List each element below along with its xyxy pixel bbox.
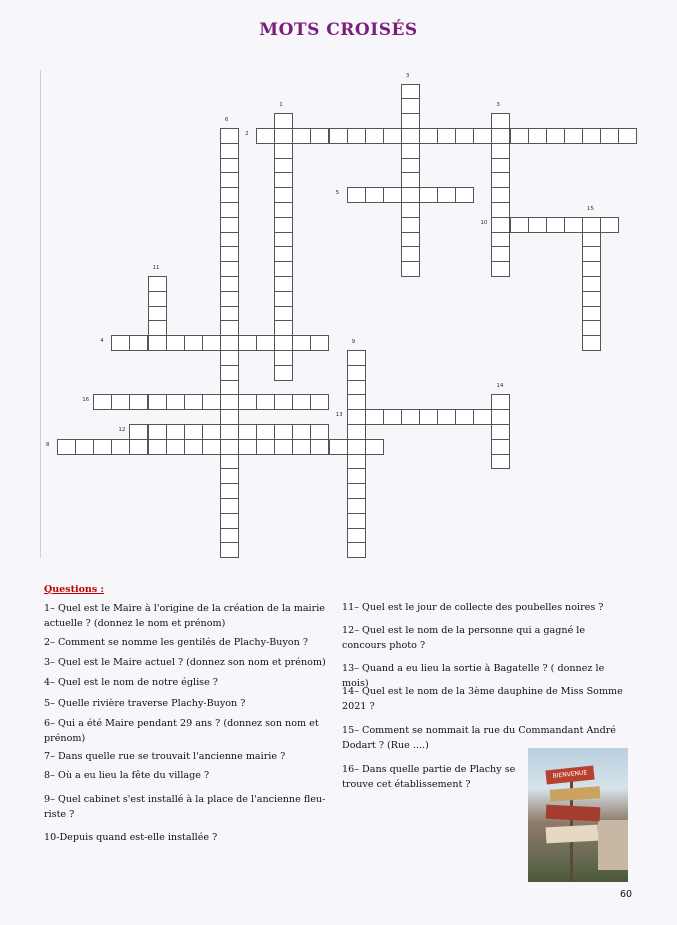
- question-3: 3– Quel est le Maire actuel ? (donnez son nom et prénom): [44, 657, 326, 668]
- crossword-cell[interactable]: [220, 276, 239, 292]
- crossword-cell[interactable]: [274, 143, 293, 159]
- crossword-cell[interactable]: [220, 483, 239, 499]
- crossword-cell[interactable]: [310, 424, 329, 440]
- crossword-cell[interactable]: [220, 424, 239, 440]
- clue-number-15: 15: [586, 205, 594, 212]
- crossword-cell[interactable]: [148, 320, 167, 336]
- crossword-cell[interactable]: [256, 439, 275, 455]
- crossword-cell[interactable]: [365, 409, 384, 425]
- crossword-cell[interactable]: [546, 217, 565, 233]
- crossword-cell[interactable]: [274, 187, 293, 203]
- crossword-cell[interactable]: [93, 439, 112, 455]
- crossword-cell[interactable]: [383, 409, 402, 425]
- crossword-cell[interactable]: [347, 542, 366, 558]
- crossword-cell[interactable]: [618, 128, 637, 144]
- crossword-cell[interactable]: [401, 217, 420, 233]
- crossword-cell[interactable]: [184, 394, 203, 410]
- photo-sign-panel: [546, 805, 601, 822]
- crossword-cell[interactable]: [238, 394, 257, 410]
- clue-number-6: 6: [224, 117, 229, 123]
- question-9: 9– Quel cabinet s'est installé à la place de l'ancienne fleu-riste ?: [44, 794, 326, 820]
- crossword-cell[interactable]: [491, 232, 510, 248]
- crossword-cell[interactable]: [419, 409, 438, 425]
- crossword-cell[interactable]: [129, 335, 148, 351]
- clue-number-3: 3: [496, 102, 500, 109]
- crossword-cell[interactable]: [401, 98, 420, 114]
- crossword-cell[interactable]: [93, 394, 112, 410]
- question-12: 12– Quel est le nom de la personne qui a gagné le concours photo ?: [342, 625, 586, 651]
- crossword-cell[interactable]: [419, 187, 438, 203]
- crossword-cell[interactable]: [292, 128, 311, 144]
- clue-number-10: 10: [480, 219, 488, 226]
- crossword-cell[interactable]: [329, 128, 348, 144]
- crossword-cell[interactable]: [401, 202, 420, 218]
- crossword-cell[interactable]: [220, 409, 239, 425]
- crossword-cell[interactable]: [401, 128, 420, 144]
- crossword-cell[interactable]: [491, 217, 510, 233]
- crossword-cell[interactable]: [274, 291, 293, 307]
- crossword-cell[interactable]: [274, 158, 293, 174]
- crossword-cell[interactable]: [600, 128, 619, 144]
- crossword-cell[interactable]: [220, 380, 239, 396]
- crossword-cell[interactable]: [600, 217, 619, 233]
- clue-number-8: 8: [46, 441, 50, 448]
- question-1: 1– Quel est le Maire à l'origine de la création de la mairie actuelle ? (donnez le nom et prénom): [44, 603, 325, 629]
- crossword-cell[interactable]: [365, 128, 384, 144]
- crossword-cell[interactable]: [274, 424, 293, 440]
- crossword-cell[interactable]: [347, 528, 366, 544]
- crossword-cell[interactable]: [220, 320, 239, 336]
- crossword-cell[interactable]: [582, 335, 601, 351]
- clue-number-4: 4: [100, 338, 104, 345]
- crossword-cell[interactable]: [401, 143, 420, 159]
- question-2: 2– Comment se nomme les gentilés de Plachy-Buyon ?: [44, 637, 309, 648]
- crossword-cell[interactable]: [57, 439, 76, 455]
- crossword-cell[interactable]: [419, 128, 438, 144]
- crossword-cell[interactable]: [220, 454, 239, 470]
- crossword-cell[interactable]: [274, 365, 293, 381]
- crossword-cell[interactable]: [347, 498, 366, 514]
- crossword-cell[interactable]: [274, 261, 293, 277]
- crossword-cell[interactable]: [238, 335, 257, 351]
- clue-number-5: 5: [335, 190, 340, 197]
- crossword-cell[interactable]: [347, 424, 366, 440]
- crossword-cell[interactable]: [220, 306, 239, 322]
- crossword-cell[interactable]: [220, 439, 239, 455]
- crossword-cell[interactable]: [347, 439, 366, 455]
- crossword-cell[interactable]: [129, 439, 148, 455]
- crossword-cell[interactable]: [455, 187, 474, 203]
- crossword-cell[interactable]: [292, 424, 311, 440]
- crossword-cell[interactable]: [274, 306, 293, 322]
- crossword-cell[interactable]: [166, 439, 185, 455]
- crossword-cell[interactable]: [274, 320, 293, 336]
- crossword-cell[interactable]: [274, 246, 293, 262]
- crossword-cell[interactable]: [491, 202, 510, 218]
- crossword-cell[interactable]: [292, 439, 311, 455]
- question-5: 5– Quelle rivière traverse Plachy-Buyon ?: [44, 698, 246, 709]
- page-title: MOTS CROISÉS: [259, 20, 418, 40]
- crossword-cell[interactable]: [274, 394, 293, 410]
- crossword-cell[interactable]: [129, 424, 148, 440]
- crossword-cell[interactable]: [292, 394, 311, 410]
- crossword-cell[interactable]: [347, 394, 366, 410]
- crossword-cell[interactable]: [473, 409, 492, 425]
- crossword-cell[interactable]: [347, 128, 366, 144]
- crossword-cell[interactable]: [401, 187, 420, 203]
- crossword-cell[interactable]: [401, 246, 420, 262]
- clue-number-13: 13: [335, 412, 343, 419]
- crossword-cell[interactable]: [220, 143, 239, 159]
- crossword-cell[interactable]: [310, 335, 329, 351]
- crossword-cell[interactable]: [220, 394, 239, 410]
- crossword-cell[interactable]: [220, 468, 239, 484]
- crossword-cell[interactable]: [148, 306, 167, 322]
- crossword-cell[interactable]: [220, 528, 239, 544]
- crossword-cell[interactable]: [528, 217, 547, 233]
- crossword-cell[interactable]: [274, 350, 293, 366]
- crossword-cell[interactable]: [220, 246, 239, 262]
- crossword-cell[interactable]: [510, 217, 529, 233]
- crossword-cell[interactable]: [510, 128, 529, 144]
- question-11: 11– Quel est le jour de collecte des poubelles noires ?: [342, 602, 604, 613]
- crossword-cell[interactable]: [75, 439, 94, 455]
- crossword-cell[interactable]: [184, 424, 203, 440]
- crossword-cell[interactable]: [347, 454, 366, 470]
- question-8: 8– Où a eu lieu la fête du village ?: [44, 770, 210, 781]
- crossword-cell[interactable]: [582, 128, 601, 144]
- crossword-cell[interactable]: [220, 202, 239, 218]
- crossword-cell[interactable]: [491, 113, 510, 129]
- crossword-cell[interactable]: [491, 128, 510, 144]
- crossword-cell[interactable]: [202, 424, 221, 440]
- crossword-cell[interactable]: [148, 335, 167, 351]
- crossword-cell[interactable]: [401, 113, 420, 129]
- crossword-cell[interactable]: [274, 232, 293, 248]
- crossword-cell[interactable]: [274, 439, 293, 455]
- crossword-cell[interactable]: [401, 84, 420, 100]
- crossword-cell[interactable]: [401, 232, 420, 248]
- question-6: 6– Qui a été Maire pendant 29 ans ? (donnez son nom et prénom): [44, 718, 319, 744]
- crossword-cell[interactable]: [238, 439, 257, 455]
- photo-welcome-sign: BIENVENUE: [545, 766, 594, 785]
- crossword-cell[interactable]: [491, 246, 510, 262]
- crossword-cell[interactable]: [437, 187, 456, 203]
- crossword-cell[interactable]: [202, 439, 221, 455]
- crossword-cell[interactable]: [347, 350, 366, 366]
- photo-building: [598, 820, 628, 870]
- crossword-cell[interactable]: [347, 365, 366, 381]
- crossword-cell[interactable]: [437, 409, 456, 425]
- crossword-cell[interactable]: [310, 394, 329, 410]
- crossword-cell[interactable]: [238, 424, 257, 440]
- question-10: 10-Depuis quand est-elle installée ?: [44, 832, 218, 843]
- crossword-cell[interactable]: [491, 394, 510, 410]
- crossword-cell[interactable]: [491, 172, 510, 188]
- crossword-cell[interactable]: [274, 276, 293, 292]
- crossword-cell[interactable]: [166, 394, 185, 410]
- crossword-cell[interactable]: [220, 542, 239, 558]
- crossword-cell[interactable]: [582, 291, 601, 307]
- crossword-cell[interactable]: [256, 394, 275, 410]
- crossword-cell[interactable]: [256, 424, 275, 440]
- questions-heading: Questions :: [44, 584, 104, 595]
- crossword-cell[interactable]: [220, 513, 239, 529]
- crossword-cell[interactable]: [256, 335, 275, 351]
- crossword-cell[interactable]: [401, 261, 420, 277]
- crossword-cell[interactable]: [220, 172, 239, 188]
- crossword-cell[interactable]: [582, 261, 601, 277]
- crossword-cell[interactable]: [166, 424, 185, 440]
- crossword-cell[interactable]: [310, 128, 329, 144]
- clue-number-14: 14: [496, 383, 504, 390]
- clue-number-3: 3: [405, 72, 410, 79]
- crossword-cell[interactable]: [383, 187, 402, 203]
- crossword-cell[interactable]: [401, 409, 420, 425]
- crossword-cell[interactable]: [347, 409, 366, 425]
- crossword-cell[interactable]: [184, 335, 203, 351]
- crossword-cell[interactable]: [274, 217, 293, 233]
- crossword-cell[interactable]: [401, 158, 420, 174]
- crossword-cell[interactable]: [274, 172, 293, 188]
- question-13: 13– Quand a eu lieu la sortie à Bagatelle ? ( donnez le mois): [342, 663, 605, 689]
- crossword-cell[interactable]: [546, 128, 565, 144]
- crossword-cell[interactable]: [220, 350, 239, 366]
- crossword-cell[interactable]: [582, 320, 601, 336]
- question-7: 7– Dans quelle rue se trouvait l'ancienne mairie ?: [44, 751, 286, 762]
- crossword-cell[interactable]: [564, 217, 583, 233]
- question-14: 14– Quel est le nom de la 3ème dauphine de Miss Somme 2021 ?: [342, 686, 623, 712]
- crossword-cell[interactable]: [347, 468, 366, 484]
- crossword-cell[interactable]: [220, 291, 239, 307]
- crossword-cell[interactable]: [491, 158, 510, 174]
- crossword-cell[interactable]: [365, 439, 384, 455]
- crossword-cell[interactable]: [148, 394, 167, 410]
- crossword-cell[interactable]: [491, 143, 510, 159]
- establishment-photo: [528, 748, 628, 882]
- crossword-cell[interactable]: [220, 217, 239, 233]
- crossword-cell[interactable]: [148, 439, 167, 455]
- crossword-cell[interactable]: [347, 380, 366, 396]
- crossword-cell[interactable]: [329, 439, 348, 455]
- crossword-cell[interactable]: [347, 513, 366, 529]
- crossword-cell[interactable]: [274, 113, 293, 129]
- crossword-cell[interactable]: [310, 439, 329, 455]
- crossword-cell[interactable]: [582, 246, 601, 262]
- crossword-cell[interactable]: [564, 128, 583, 144]
- crossword-cell[interactable]: [220, 498, 239, 514]
- crossword-cell[interactable]: [582, 306, 601, 322]
- crossword-cell[interactable]: [491, 261, 510, 277]
- crossword-cell[interactable]: [148, 276, 167, 292]
- crossword-cell[interactable]: [148, 291, 167, 307]
- crossword-cell[interactable]: [274, 335, 293, 351]
- crossword-cell[interactable]: [220, 128, 239, 144]
- crossword-cell[interactable]: [491, 409, 510, 425]
- clue-number-11: 11: [152, 265, 160, 271]
- crossword-cell[interactable]: [473, 128, 492, 144]
- crossword-cell[interactable]: [582, 276, 601, 292]
- crossword-cell[interactable]: [202, 394, 221, 410]
- crossword-cell[interactable]: [111, 335, 130, 351]
- crossword-cell[interactable]: [365, 187, 384, 203]
- crossword-cell[interactable]: [220, 232, 239, 248]
- crossword-cell[interactable]: [148, 424, 167, 440]
- clue-number-16: 16: [82, 397, 90, 404]
- crossword-cell[interactable]: [166, 335, 185, 351]
- crossword-cell[interactable]: [528, 128, 547, 144]
- crossword-cell[interactable]: [582, 232, 601, 248]
- crossword-cell[interactable]: [111, 394, 130, 410]
- question-15: 15– Comment se nommait la rue du Commandant André Dodart ? (Rue ....): [342, 725, 616, 751]
- photo-sign-panel: [546, 825, 599, 844]
- crossword-cell[interactable]: [491, 439, 510, 455]
- crossword-cell[interactable]: [184, 439, 203, 455]
- crossword-cell[interactable]: [129, 394, 148, 410]
- crossword-cell[interactable]: [220, 187, 239, 203]
- crossword-cell[interactable]: [274, 128, 293, 144]
- crossword-cell[interactable]: [455, 409, 474, 425]
- question-4: 4– Quel est le nom de notre église ?: [44, 677, 218, 688]
- crossword-cell[interactable]: [256, 128, 275, 144]
- crossword-cell[interactable]: [491, 187, 510, 203]
- photo-sign-panel: [550, 786, 601, 801]
- crossword-cell[interactable]: [202, 335, 221, 351]
- crossword-cell[interactable]: [491, 454, 510, 470]
- crossword-cell[interactable]: [582, 217, 601, 233]
- crossword-cell[interactable]: [220, 335, 239, 351]
- crossword-cell[interactable]: [274, 202, 293, 218]
- crossword-cell[interactable]: [111, 439, 130, 455]
- page-number: 60: [620, 889, 633, 900]
- crossword-cell[interactable]: [292, 335, 311, 351]
- crossword-cell[interactable]: [455, 128, 474, 144]
- clue-number-2: 2: [245, 131, 249, 137]
- crossword-cell[interactable]: [347, 483, 366, 499]
- crossword-cell[interactable]: [347, 187, 366, 203]
- clue-number-1: 1: [279, 102, 283, 109]
- crossword-cell[interactable]: [491, 424, 510, 440]
- question-16: 16– Dans quelle partie de Plachy se trouve cet établissement ?: [342, 764, 516, 790]
- crossword-cell[interactable]: [220, 261, 239, 277]
- crossword-cell[interactable]: [401, 172, 420, 188]
- crossword-cell[interactable]: [220, 365, 239, 381]
- crossword-cell[interactable]: [220, 158, 239, 174]
- crossword-cell[interactable]: [437, 128, 456, 144]
- clue-number-12: 12: [118, 427, 126, 433]
- crossword-cell[interactable]: [383, 128, 402, 144]
- clue-number-9: 9: [351, 339, 356, 345]
